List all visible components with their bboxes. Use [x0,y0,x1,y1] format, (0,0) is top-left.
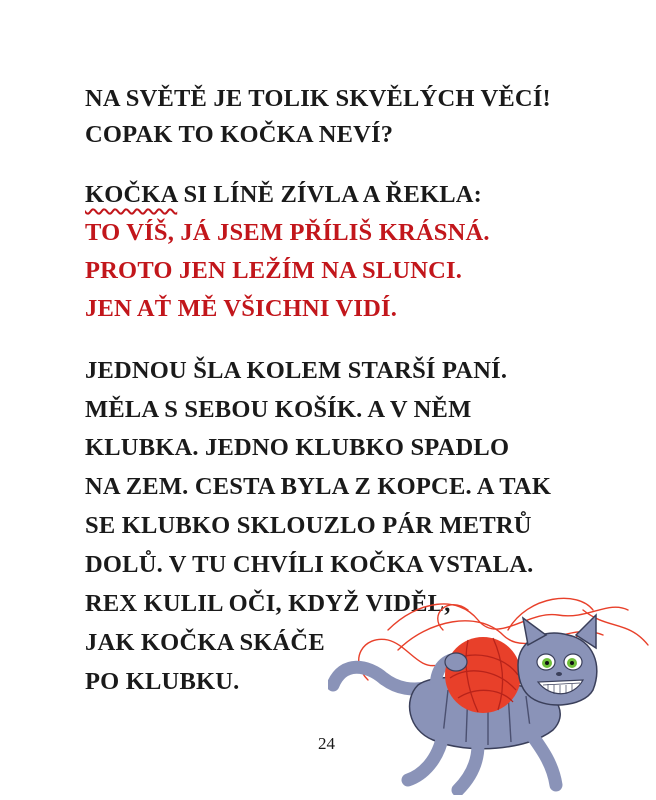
text-line: KLUBKA. JEDNO KLUBKO SPADLO [85,434,510,461]
text-line: SE KLUBKO SKLOUZLO PÁR METRŮ [85,512,532,539]
cat-paw [445,653,467,671]
text-line: MĚLA S SEBOU KOŠÍK. A V NĚM [85,396,472,423]
yarn-ball [445,637,521,713]
quote-line: JEN AŤ MĚ VŠICHNI VIDÍ. [85,295,398,322]
dialogue-intro-line [85,180,482,210]
quote-line: PROTO JEN LEŽÍM NA SLUNCI. [85,257,463,284]
text-line: PO KLUBKU. [85,668,240,695]
text-line: REX KULIL OČI, KDYŽ VIDĚL, [85,590,451,617]
cat-tail [333,667,428,689]
text-line: NA SVĚTĚ JE TOLIK SKVĚLÝCH VĚCÍ! [85,85,551,112]
text-line: JEDNOU ŠLA KOLEM STARŠÍ PANÍ. [85,357,508,384]
cat-head [518,615,597,705]
cat-with-yarn-ball-icon [328,590,653,795]
quote-line: TO VÍŠ, JÁ JSEM PŘÍLIŠ KRÁSNÁ. [85,219,490,246]
highlighted-word-kocka: KOČKA [85,181,178,208]
text-line: NA ZEM. CESTA BYLA Z KOPCE. A TAK [85,473,552,500]
page-number: 24 [318,734,335,753]
intro-rest: SI LÍNĚ ZÍVLA A ŘEKLA: [177,181,483,208]
text-line: DOLŮ. V TU CHVÍLI KOČKA VSTALA. [85,551,534,578]
text-line: JAK KOČKA SKÁČE [85,629,325,656]
text-line: COPAK TO KOČKA NEVÍ? [85,121,394,148]
